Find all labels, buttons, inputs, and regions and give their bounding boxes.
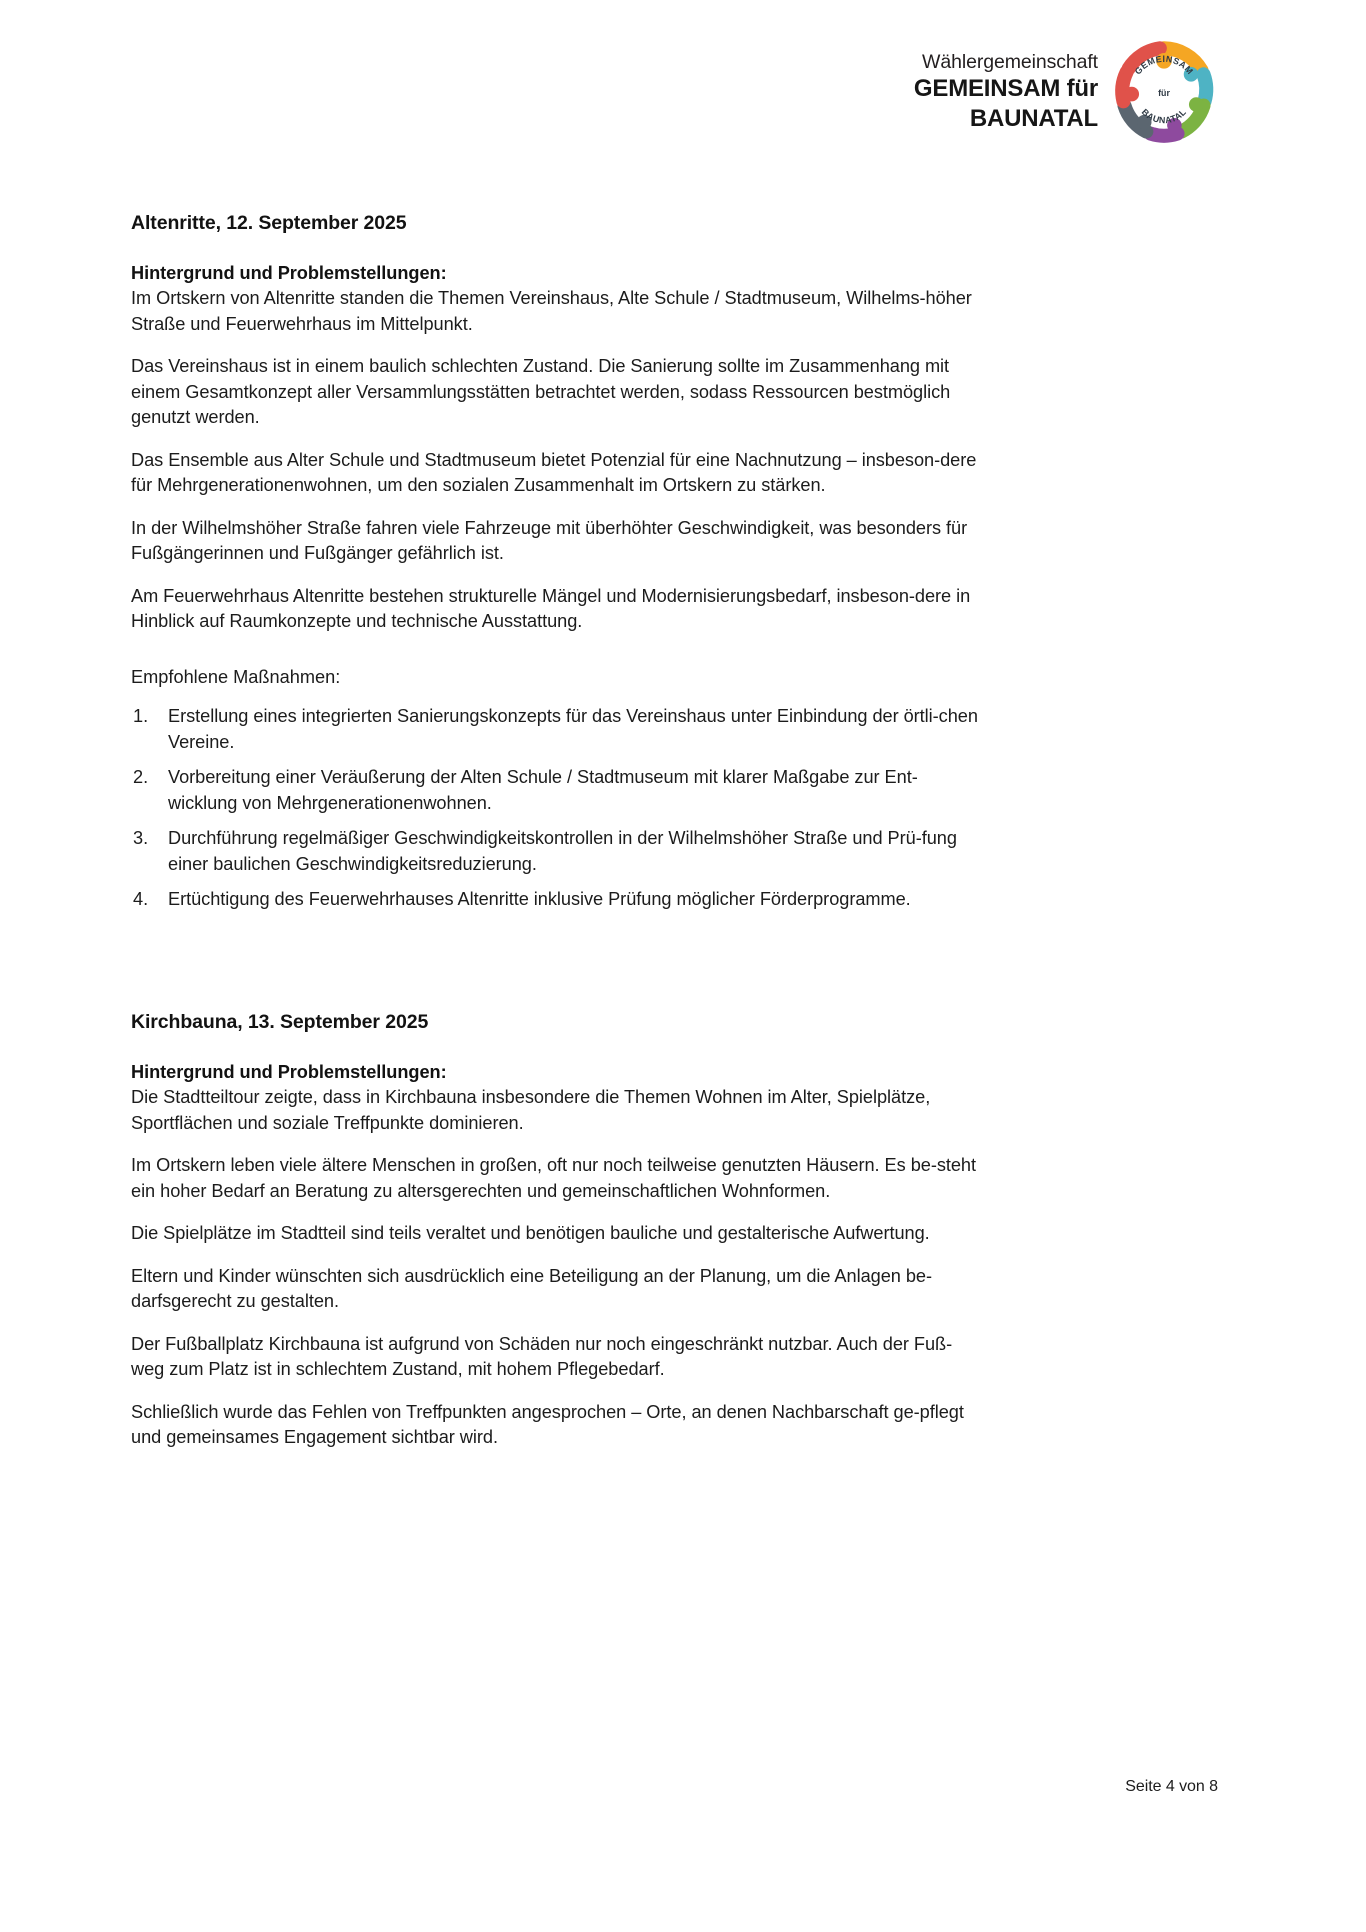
paragraph-altenritte-4: Am Feuerwehrhaus Altenritte bestehen strukturelle Mängel und Modernisierungsbedarf, insbeson-dere in Hinblick auf Raumkonzepte und technische Ausstattung. bbox=[131, 585, 971, 632]
paragraph-kirchbauna-1: Im Ortskern leben viele ältere Menschen in großen, oft nur noch teilweise genutzten Häusern. Es be-steht ein hoher Bedarf an Beratung zu altersgerechten und gemeinschaftlichen Wohnformen. bbox=[131, 1155, 977, 1201]
svg-text:für: für bbox=[1158, 88, 1170, 99]
measure-text: Ertüchtigung des Feuerwehrhauses Altenritte inklusive Prüfung möglicher Förderprogramme. bbox=[168, 889, 911, 910]
logo-line-gemeinsam-fuer: GEMEINSAM für bbox=[913, 75, 1098, 103]
measure-text: Durchführung regelmäßiger Geschwindigkeitskontrollen in der Wilhelmshöher Straße und Prü-fung einer baulichen Geschwindigkeitsreduzierung. bbox=[168, 828, 957, 874]
footer-page-number: Seite 4 von 8 bbox=[1125, 1778, 1218, 1795]
measure-number: 4. bbox=[133, 889, 149, 910]
svg-text:GEMEINSAM: GEMEINSAM bbox=[1132, 53, 1196, 77]
measures-list-altenritte bbox=[131, 704, 983, 912]
measure-number: 3. bbox=[133, 828, 149, 849]
document-header bbox=[914, 40, 1216, 144]
measures-label-altenritte: Empfohlene Maßnahmen: bbox=[131, 666, 341, 687]
svg-text:BAUNATAL: BAUNATAL bbox=[1139, 106, 1189, 126]
logo-line-waehlergemeinschaft: Wählergemeinschaft bbox=[922, 51, 1098, 74]
logo-wordmark bbox=[914, 51, 1098, 133]
measure-item bbox=[131, 704, 983, 755]
measure-number: 2. bbox=[133, 767, 149, 788]
paragraph-altenritte-2: Das Ensemble aus Alter Schule und Stadtmuseum bietet Potenzial für eine Nachnutzung – insbeson-dere für Mehrgenerationenwohnen, um den sozialen Zusammenhalt im Ortskern zu stärken. bbox=[131, 449, 977, 496]
measure-item bbox=[131, 887, 983, 912]
logo-line-baunatal: BAUNATAL bbox=[969, 104, 1098, 132]
section-title-kirchbauna: Kirchbauna, 13. September 2025 bbox=[131, 1010, 429, 1033]
background-lead-kirchbauna: Die Stadtteiltour zeigte, dass in Kirchbauna insbesondere die Themen Wohnen im Alter, Spielplätze, Sportflächen und soziale Treffpunkte dominieren. bbox=[131, 1087, 931, 1133]
section-title-altenritte: Altenritte, 12. September 2025 bbox=[131, 212, 407, 234]
background-lead-altenritte: Im Ortskern von Altenritte standen die Themen Vereinshaus, Alte Schule / Stadtmuseum, Wilhelms-höher Straße und Feuerwehrhaus im Mittelpunkt. bbox=[131, 288, 972, 334]
gemeinsam-fuer-baunatal-logo-icon bbox=[1112, 40, 1216, 144]
measure-number: 1. bbox=[133, 706, 149, 727]
paragraph-altenritte-3: In der Wilhelmshöher Straße fahren viele Fahrzeuge mit überhöhter Geschwindigkeit, was besonders für Fußgängerinnen und Fußgänger gefährlich ist. bbox=[131, 517, 968, 564]
measure-text: Erstellung eines integrierten Sanierungskonzepts für das Vereinshaus unter Einbindung der örtli-chen Vereine. bbox=[168, 706, 978, 752]
background-label-kirchbauna: Hintergrund und Problemstellungen: bbox=[131, 1061, 447, 1082]
measure-item bbox=[131, 765, 983, 816]
paragraph-kirchbauna-4: Der Fußballplatz Kirchbauna ist aufgrund von Schäden nur noch eingeschränkt nutzbar. Auch der Fuß-weg zum Platz ist in schlechtem Zustand, mit hohem Pflegebedarf. bbox=[131, 1333, 953, 1380]
measure-text: Vorbereitung einer Veräußerung der Alten Schule / Stadtmuseum mit klarer Maßgabe zur Ent-wicklung von Mehrgenerationenwohnen. bbox=[168, 767, 918, 813]
paragraph-kirchbauna-5: Schließlich wurde das Fehlen von Treffpunkten angesprochen – Orte, an denen Nachbarschaft ge-pflegt und gemeinsames Engagement sichtbar wird. bbox=[131, 1401, 964, 1448]
paragraph-altenritte-1: Das Vereinshaus ist in einem baulich schlechten Zustand. Die Sanierung sollte im Zusammenhang mit einem Gesamtkonzept aller Versammlungsstätten betrachtet werden, sodass Ressourcen bestmöglich genutzt werden. bbox=[131, 356, 951, 428]
paragraph-kirchbauna-2: Die Spielplätze im Stadtteil sind teils veraltet und benötigen bauliche und gestalterische Aufwertung. bbox=[131, 1223, 930, 1244]
paragraph-kirchbauna-3: Eltern und Kinder wünschten sich ausdrücklich eine Beteiligung an der Planung, um die Anlagen be-darfsgerecht zu gestalten. bbox=[131, 1265, 932, 1312]
document-body bbox=[131, 212, 983, 1468]
measure-item bbox=[131, 826, 983, 877]
background-label-altenritte: Hintergrund und Problemstellungen: bbox=[131, 263, 447, 283]
section-spacer bbox=[131, 923, 983, 1011]
